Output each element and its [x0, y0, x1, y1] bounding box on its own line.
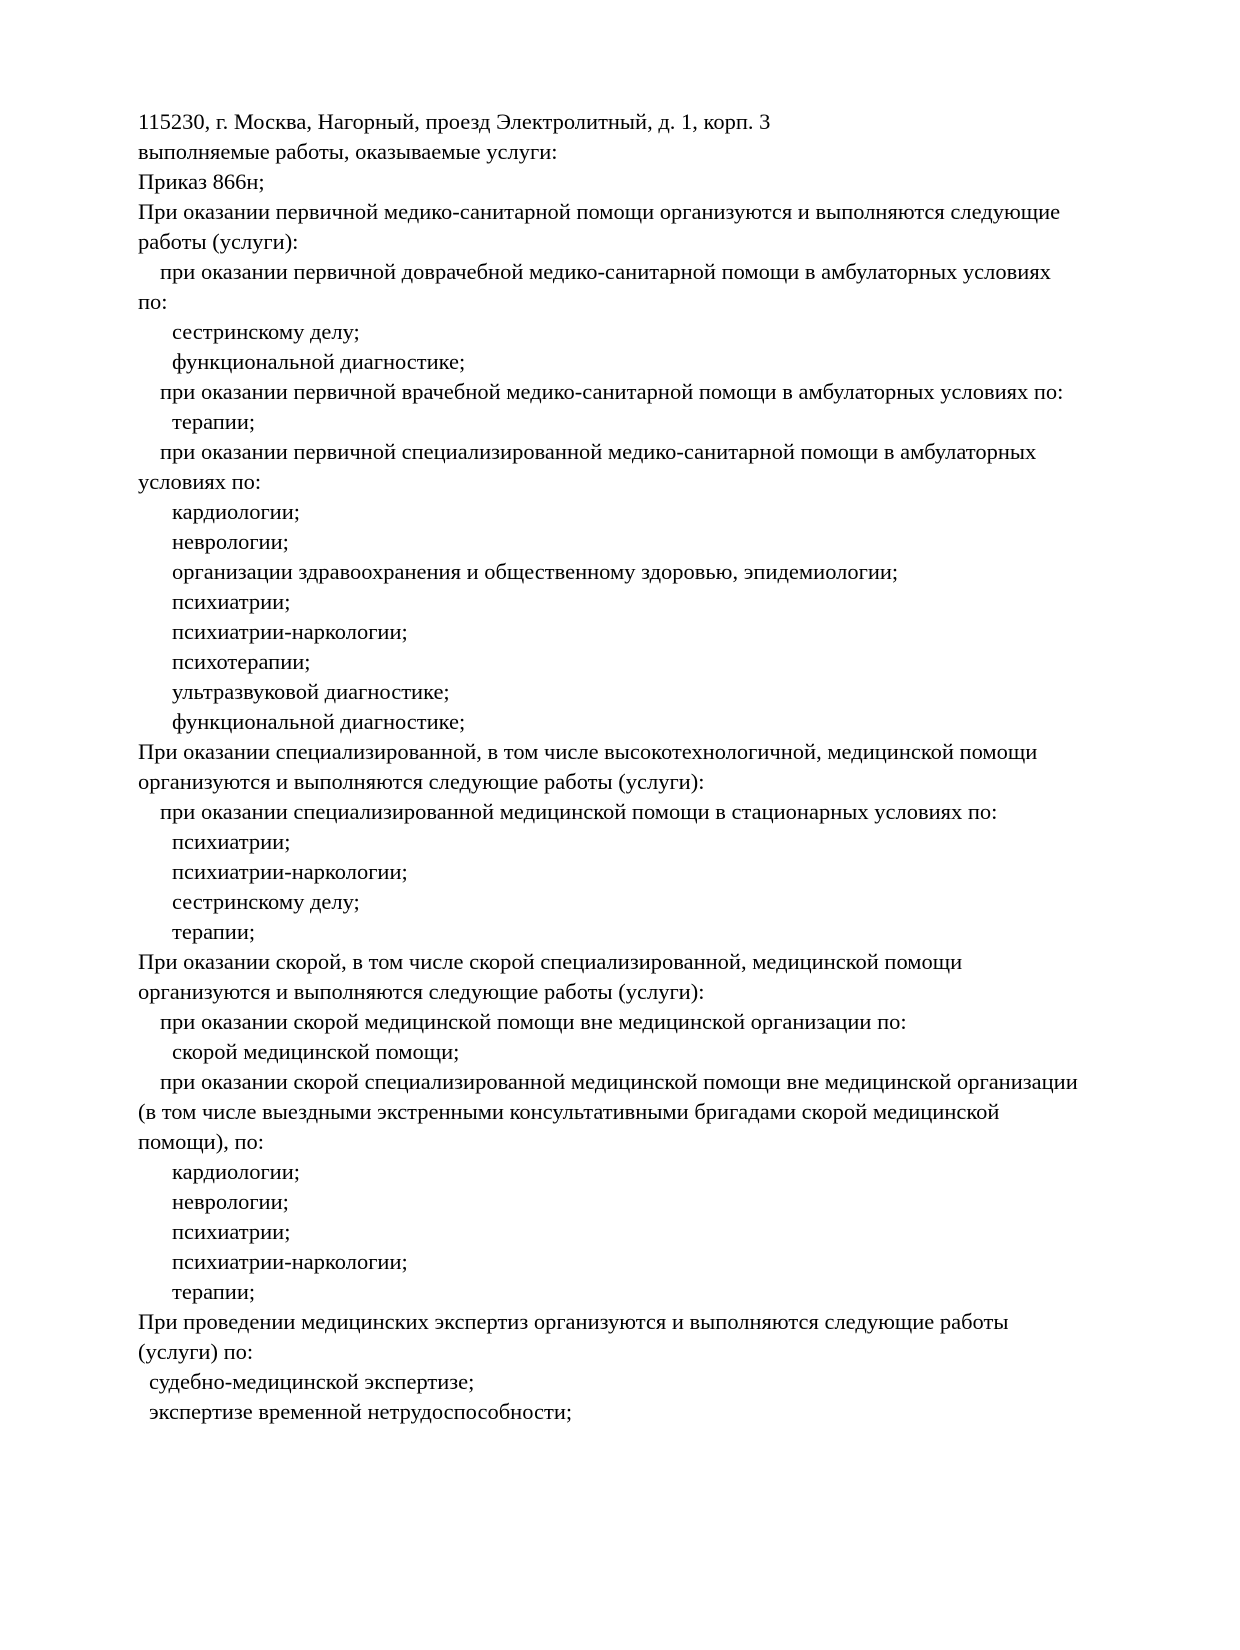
- text-line: психиатрии-наркологии;: [172, 859, 408, 884]
- text-line: кардиологии;: [172, 1159, 301, 1184]
- text-line: 115230, г. Москва, Нагорный, проезд Электролитный, д. 1, корп. 3: [138, 109, 771, 134]
- text-line: сестринскому делу;: [172, 319, 360, 344]
- text-line: терапии;: [172, 409, 256, 434]
- text-line: выполняемые работы, оказываемые услуги:: [138, 139, 558, 164]
- text-line: психиатрии-наркологии;: [172, 619, 408, 644]
- text-line: организации здравоохранения и общественному здоровью, эпидемиологии;: [172, 559, 899, 584]
- text-line: неврологии;: [172, 1189, 289, 1214]
- text-line: скорой медицинской помощи;: [172, 1039, 460, 1064]
- text-line: организуются и выполняются следующие работы (услуги):: [138, 769, 705, 794]
- text-line: при оказании скорой специализированной медицинской помощи вне медицинской организации: [160, 1069, 1078, 1094]
- text-line: при оказании первичной специализированной медико-санитарной помощи в амбулаторных: [160, 439, 1037, 464]
- text-line: при оказании первичной доврачебной медико-санитарной помощи в амбулаторных условиях: [160, 259, 1051, 284]
- text-line: судебно-медицинской экспертизе;: [149, 1369, 475, 1394]
- text-line: При оказании первичной медико-санитарной помощи организуются и выполняются следующие: [138, 199, 1061, 224]
- text-line: (услуги) по:: [138, 1339, 254, 1364]
- text-line: ультразвуковой диагностике;: [172, 679, 450, 704]
- text-line: при оказании специализированной медицинской помощи в стационарных условиях по:: [160, 799, 998, 824]
- text-line: психотерапии;: [172, 649, 311, 674]
- text-line: При оказании специализированной, в том числе высокотехнологичной, медицинской помощи: [138, 739, 1038, 764]
- text-line: по:: [138, 289, 168, 314]
- text-line: сестринскому делу;: [172, 889, 360, 914]
- text-line: при оказании скорой медицинской помощи вне медицинской организации по:: [160, 1009, 907, 1034]
- text-line: психиатрии;: [172, 589, 291, 614]
- text-line: При оказании скорой, в том числе скорой специализированной, медицинской помощи: [138, 949, 963, 974]
- text-line: психиатрии;: [172, 1219, 291, 1244]
- text-line: терапии;: [172, 1279, 256, 1304]
- text-line: помощи), по:: [138, 1129, 265, 1154]
- text-line: терапии;: [172, 919, 256, 944]
- license-works-text: [138, 107, 1128, 1427]
- text-line: функциональной диагностике;: [172, 709, 466, 734]
- text-line: неврологии;: [172, 529, 289, 554]
- text-line: организуются и выполняются следующие работы (услуги):: [138, 979, 705, 1004]
- text-line: психиатрии;: [172, 829, 291, 854]
- text-line: При проведении медицинских экспертиз организуются и выполняются следующие работы: [138, 1309, 1009, 1334]
- text-line: функциональной диагностике;: [172, 349, 466, 374]
- text-line: условиях по:: [138, 469, 262, 494]
- text-line: Приказ 866н;: [138, 169, 265, 194]
- text-line: (в том числе выездными экстренными консультативными бригадами скорой медицинской: [138, 1099, 1000, 1124]
- text-line: психиатрии-наркологии;: [172, 1249, 408, 1274]
- text-line: кардиологии;: [172, 499, 301, 524]
- text-line: экспертизе временной нетрудоспособности;: [149, 1399, 573, 1424]
- text-line: при оказании первичной врачебной медико-санитарной помощи в амбулаторных условиях по:: [160, 379, 1064, 404]
- text-line: работы (услуги):: [138, 229, 299, 254]
